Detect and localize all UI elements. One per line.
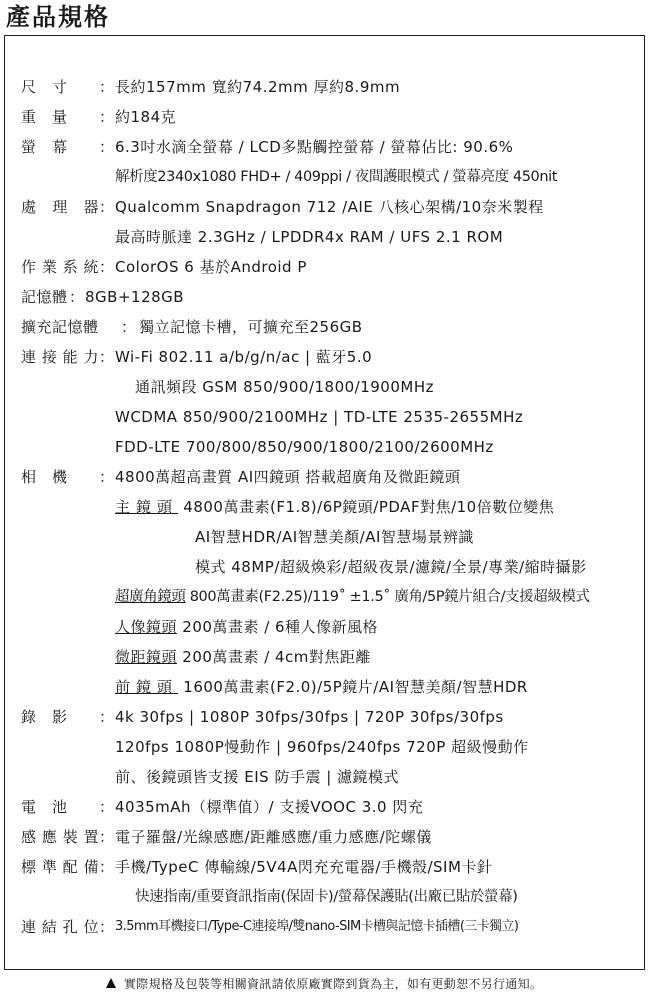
spec-label-weight: 重 量 — [21, 108, 68, 126]
spec-label-memory: 記憶體 — [21, 288, 68, 306]
footer-disclaimer — [106, 975, 542, 993]
camera-front-line — [115, 672, 528, 702]
spec-row-battery — [21, 792, 644, 822]
spec-label-ports: 連結孔位 — [21, 918, 99, 936]
spec-row-camera-main-cont — [21, 552, 644, 582]
spec-row-camera-main — [21, 492, 644, 522]
camera-sublabel-wide: 超廣角鏡頭 — [115, 589, 186, 605]
spec-value-ports: 3.5mm耳機接口/Type-C連接埠/雙nano-SIM卡槽與記憶卡插槽(三卡獨立) — [115, 919, 519, 934]
spec-row-ports — [21, 912, 644, 942]
spec-value-connectivity-line2: 通訊頻段 GSM 850/900/1800/1900MHz — [135, 378, 434, 396]
colon: ： — [99, 918, 115, 936]
colon: ： — [99, 258, 115, 276]
spec-list — [21, 72, 644, 942]
spec-value-video-line3: 前、後鏡頭皆支援 EIS 防手震 | 濾鏡模式 — [115, 768, 400, 786]
spec-value-connectivity-line1: Wi-Fi 802.11 a/b/g/n/ac | 藍牙5.0 — [115, 348, 373, 366]
spec-value-screen-line2: 解析度2340x1080 FHD+ / 409ppi / 夜間護眼模式 / 螢幕亮度 450nit — [115, 169, 558, 185]
spec-value-memory: 8GB+128GB — [85, 288, 185, 306]
camera-value-main-line3: 模式 48MP/超級煥彩/超級夜景/濾鏡/全景/專業/縮時攝影 — [195, 558, 587, 576]
spec-label-sensors: 感應裝置 — [21, 828, 99, 846]
spec-row-camera-wide — [21, 582, 644, 612]
spec-label-battery: 電 池 — [21, 798, 68, 816]
spec-row-connectivity-cont — [21, 372, 644, 402]
camera-main-line — [115, 492, 554, 522]
camera-sublabel-front: 前鏡頭 — [115, 678, 179, 696]
colon: ： — [99, 828, 115, 846]
colon: ： — [121, 318, 137, 336]
spec-label-video: 錄 影 — [21, 708, 68, 726]
spec-label-expansion: 擴充記憶體 — [21, 318, 99, 336]
camera-value-main-line2: AI智慧HDR/AI智慧美顏/AI智慧場景辨識 — [195, 528, 474, 546]
colon: ： — [99, 468, 115, 486]
spec-label-screen: 螢 幕 — [21, 138, 68, 156]
colon: ： — [99, 798, 115, 816]
colon: ： — [99, 708, 115, 726]
footer-note-text: 實際規格及包裝等相關資訊請依原廠實際到貨為主，如有更動恕不另行通知。 — [124, 977, 543, 991]
colon: ： — [99, 348, 115, 366]
colon: ： — [99, 108, 115, 126]
spec-row-package-cont — [21, 882, 644, 912]
spec-label-size: 尺 寸 — [21, 78, 68, 96]
spec-row-video-cont — [21, 762, 644, 792]
camera-portrait-line — [115, 612, 378, 642]
camera-wide-line — [115, 582, 590, 612]
spec-row-video — [21, 702, 644, 732]
camera-value-macro: 200萬畫素 / 4cm對焦距離 — [182, 648, 371, 666]
spec-row-connectivity — [21, 342, 644, 372]
camera-value-wide: 800萬畫素(F2.25)/119˚ ±1.5˚ 廣角/5P鏡片組合/支援超級模式 — [189, 589, 590, 605]
camera-sublabel-macro: 微距鏡頭 — [115, 648, 178, 666]
spec-row-os — [21, 252, 644, 282]
spec-value-sensors: 電子羅盤/光線感應/距離感應/重力感應/陀螺儀 — [115, 828, 432, 846]
spec-value-camera-summary: 4800萬超高畫質 AI四鏡頭 搭載超廣角及微距鏡頭 — [115, 468, 461, 486]
spec-row-screen-cont — [21, 162, 644, 192]
camera-macro-line — [115, 642, 371, 672]
spec-row-sensors — [21, 822, 644, 852]
colon: ： — [99, 78, 115, 96]
colon: ： — [99, 198, 115, 216]
spec-value-package-line1: 手機/TypeC 傳輸線/5V4A閃充充電器/手機殼/SIM卡針 — [115, 858, 493, 876]
spec-value-package-line2: 快速指南/重要資訊指南(保固卡)/螢幕保護貼(出廠已貼於螢幕) — [135, 889, 518, 905]
spec-value-connectivity-line4: FDD-LTE 700/800/850/900/1800/2100/2600MHz — [115, 438, 494, 456]
spec-row-connectivity-cont — [21, 432, 644, 462]
spec-row-camera-macro — [21, 642, 644, 672]
spec-value-screen-line1: 6.3吋水滴全螢幕 / LCD多點觸控螢幕 / 螢幕佔比: 90.6% — [115, 138, 514, 156]
spec-value-video-line1: 4k 30fps | 1080P 30fps/30fps | 720P 30fps/30fps — [115, 708, 504, 726]
spec-label-camera: 相 機 — [21, 468, 68, 486]
camera-sublabel-main: 主鏡頭 — [115, 498, 179, 516]
spec-row-processor-cont — [21, 222, 644, 252]
spec-row-package — [21, 852, 644, 882]
colon: ： — [99, 138, 115, 156]
spec-row-camera-portrait — [21, 612, 644, 642]
spec-value-battery: 4035mAh（標準值）/ 支援VOOC 3.0 閃充 — [115, 798, 424, 816]
spec-label-connectivity: 連接能力 — [21, 348, 99, 366]
spec-row-camera-front — [21, 672, 644, 702]
spec-value-processor-line2: 最高時脈達 2.3GHz / LPDDR4x RAM / UFS 2.1 ROM — [115, 228, 504, 246]
spec-value-size: 長約157mm 寬約74.2mm 厚約8.9mm — [115, 78, 401, 96]
spec-label-os: 作業系統 — [21, 258, 99, 276]
spec-label-processor: 處理器 — [21, 198, 99, 216]
spec-value-expansion: 獨立記憶卡槽，可擴充至256GB — [139, 318, 363, 336]
spec-row-camera-main-cont — [21, 522, 644, 552]
camera-value-portrait: 200萬畫素 / 6種人像新風格 — [182, 618, 379, 636]
spec-value-connectivity-line3: WCDMA 850/900/2100MHz | TD-LTE 2535-2655MHz — [115, 408, 524, 426]
spec-value-video-line2: 120fps 1080P慢動作 | 960fps/240fps 720P 超級慢動作 — [115, 738, 529, 756]
colon: ： — [99, 858, 115, 876]
spec-row-camera — [21, 462, 644, 492]
spec-row-screen — [21, 132, 644, 162]
spec-row-expansion — [21, 312, 644, 342]
spec-value-processor-line1: Qualcomm Snapdragon 712 /AIE 八核心架構/10奈米製程 — [115, 198, 544, 216]
spec-row-weight — [21, 102, 644, 132]
spec-row-connectivity-cont — [21, 402, 644, 432]
spec-value-os: ColorOS 6 基於Android P — [115, 258, 307, 276]
spec-table — [4, 35, 645, 970]
spec-row-video-cont — [21, 732, 644, 762]
spec-label-package: 標準配備 — [21, 858, 99, 876]
page-title: 產品規格 — [6, 3, 110, 31]
spec-row-memory — [21, 282, 644, 312]
warning-triangle-icon — [106, 978, 116, 988]
spec-row-processor — [21, 192, 644, 222]
camera-value-front: 1600萬畫素(F2.0)/5P鏡片/AI智慧美顏/智慧HDR — [183, 678, 528, 696]
camera-sublabel-portrait: 人像鏡頭 — [115, 618, 178, 636]
spec-row-size — [21, 72, 644, 102]
camera-value-main-line1: 4800萬畫素(F1.8)/6P鏡頭/PDAF對焦/10倍數位變焦 — [183, 498, 555, 516]
spec-value-weight: 約184克 — [115, 108, 177, 126]
colon: ： — [69, 288, 85, 306]
